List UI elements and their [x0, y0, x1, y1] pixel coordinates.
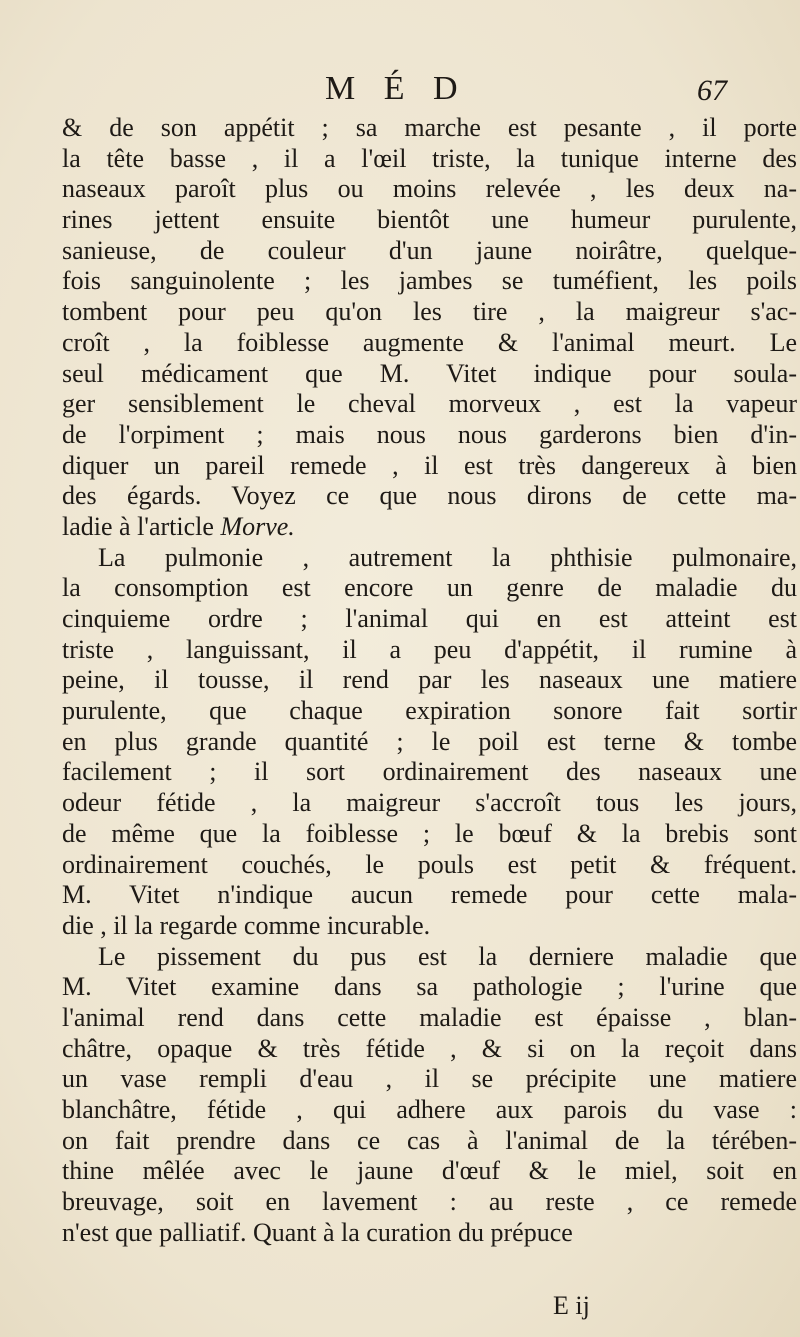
paragraph-start-line: La pulmonie , autrement la phthisie pulmonaire, — [98, 542, 797, 572]
text-line: on fait prendre dans ce cas à l'animal de la térében- — [62, 1125, 797, 1155]
text-line: l'animal rend dans cette maladie est épaisse , blan- — [62, 1002, 797, 1032]
text-line: M. Vitet n'indique aucun remede pour cette mala- — [62, 880, 797, 910]
text-line: purulente, que chaque expiration sonore fait sortir — [62, 696, 797, 726]
text-line: en plus grande quantité ; le poil est terne & tombe — [62, 726, 797, 756]
text-line: sanieuse, de couleur d'un jaune noirâtre, quelque- — [62, 235, 797, 265]
text-line: thine mêlée avec le jaune d'œuf & le miel, soit en — [62, 1156, 797, 1186]
text-line: breuvage, soit en lavement : au reste , ce remede — [62, 1187, 797, 1217]
text-line: ger sensiblement le cheval morveux , est la vapeur — [62, 389, 797, 419]
text-line: odeur fétide , la maigreur s'accroît tous les jours, — [62, 788, 797, 818]
text-line: blanchâtre, fétide , qui adhere aux parois du vase : — [62, 1095, 797, 1124]
text-line: des égards. Voyez ce que nous dirons de cette ma- — [62, 481, 797, 511]
body-text — [62, 113, 797, 1248]
text-line: croît , la foiblesse augmente & l'animal meurt. Le — [62, 327, 797, 357]
text-line: diquer un pareil remede , il est très dangereux à bien — [62, 450, 797, 480]
text-line: châtre, opaque & très fétide , & si on la reçoit dans — [62, 1033, 797, 1063]
text-line: de l'orpiment ; mais nous nous garderons bien d'in- — [62, 419, 797, 449]
text-line: ordinairement couchés, le pouls est petit & fréquent. — [62, 849, 797, 879]
text-line: n'est que palliatif. Quant à la curation du prépuce — [62, 1217, 573, 1247]
page-title: M É D — [325, 70, 468, 107]
paragraph-start-line: Le pissement du pus est la derniere maladie que — [98, 941, 797, 971]
text-line: seul médicament que M. Vitet indique pour soula- — [62, 358, 797, 388]
running-head — [0, 70, 800, 114]
text-line: peine, il tousse, il rend par les naseaux une matiere — [62, 665, 797, 695]
text-line: rines jettent ensuite bientôt une humeur purulente, — [62, 205, 797, 235]
signature-mark: E ij — [553, 1291, 590, 1320]
text-line: fois sanguinolente ; les jambes se tuméfient, les poils — [62, 266, 797, 296]
text-line: M. Vitet examine dans sa pathologie ; l'urine que — [62, 972, 797, 1002]
text-line: triste , languissant, il a peu d'appétit, il rumine à — [62, 634, 797, 664]
text-line: facilement ; il sort ordinairement des naseaux une — [62, 757, 797, 787]
text-line: la consomption est encore un genre de maladie du — [62, 573, 797, 603]
italic-term: Morve. — [220, 511, 295, 541]
text-line: & de son appétit ; sa marche est pesante , il porte — [62, 113, 797, 142]
text-line: tombent pour peu qu'on les tire , la maigreur s'ac- — [62, 297, 797, 327]
text-line: die , il la regarde comme incurable. — [62, 910, 431, 940]
text-line: un vase rempli d'eau , il se précipite une matiere — [62, 1064, 797, 1094]
text-line: la tête basse , il a l'œil triste, la tunique interne des — [62, 143, 797, 173]
page-number: 67 — [697, 74, 727, 107]
text-line: de même que la foiblesse ; le bœuf & la brebis sont — [62, 818, 797, 848]
text-line: ladie à l'article Morve. — [62, 511, 295, 541]
text-line: naseaux paroît plus ou moins relevée , les deux na- — [62, 174, 797, 204]
text-line: cinquieme ordre ; l'animal qui en est atteint est — [62, 604, 797, 633]
